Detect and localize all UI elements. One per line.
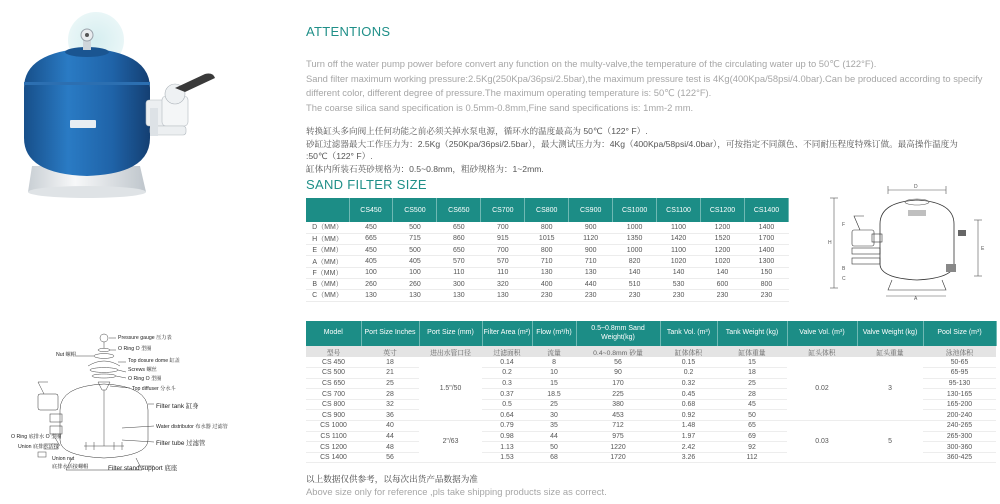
attentions-chinese-text [306, 125, 996, 175]
size-cell: 110 [481, 267, 525, 278]
spec-valve-weight-cell: 3 [857, 357, 923, 421]
spec-flow-cell: 68 [532, 452, 576, 463]
size-cell: 450 [349, 245, 393, 256]
size-cell: 405 [349, 256, 393, 267]
spec-model-cell: CS 1200 [306, 442, 361, 453]
spec-table-row [306, 357, 996, 368]
size-cell: 1200 [701, 245, 745, 256]
size-table-row [306, 245, 789, 256]
spec-header: Filter Area (m²) [482, 321, 532, 346]
size-row-label: C（MM） [306, 290, 349, 301]
size-cell: 570 [437, 256, 481, 267]
size-header-model: CS1000 [613, 198, 657, 222]
size-cell: 1100 [657, 245, 701, 256]
spec-subheader: 缸头体积 [787, 346, 857, 357]
spec-filter-area-cell: 0.37 [482, 389, 532, 400]
spec-filter-area-cell: 1.53 [482, 452, 532, 463]
size-cell: 915 [481, 233, 525, 244]
spec-inches-cell: 36 [361, 410, 419, 421]
spec-flow-cell: 35 [532, 421, 576, 432]
size-cell: 600 [701, 278, 745, 289]
spec-sand-cell: 90 [576, 368, 660, 379]
spec-sand-cell: 1220 [576, 442, 660, 453]
label-screws: Screws 螺丝 [128, 367, 157, 373]
size-cell: 650 [437, 245, 481, 256]
spec-header: Valve Weight (kg) [857, 321, 923, 346]
attentions-title: ATTENTIONS [306, 24, 391, 39]
size-cell: 800 [525, 222, 569, 233]
size-cell: 150 [744, 267, 788, 278]
size-cell: 900 [569, 222, 613, 233]
size-cell: 800 [744, 278, 788, 289]
spec-pool-cell: 200-240 [923, 410, 996, 421]
size-cell: 1400 [744, 245, 788, 256]
spec-filter-area-cell: 0.2 [482, 368, 532, 379]
spec-header: 0.5~0.8mm Sand Weight(kg) [576, 321, 660, 346]
size-cell: 1420 [657, 233, 701, 244]
spec-tank-weight-cell: 18 [717, 368, 787, 379]
spec-flow-cell: 25 [532, 399, 576, 410]
size-table-row [306, 256, 789, 267]
spec-flow-cell: 44 [532, 431, 576, 442]
size-cell: 510 [613, 278, 657, 289]
spec-tank-weight-cell: 45 [717, 399, 787, 410]
sand-filter-size-title: SAND FILTER SIZE [306, 177, 427, 192]
size-cell: 1700 [744, 233, 788, 244]
spec-subheader: 缸体体积 [660, 346, 717, 357]
size-table-header [306, 198, 789, 222]
spec-tank-weight-cell: 112 [717, 452, 787, 463]
spec-flow-cell: 30 [532, 410, 576, 421]
spec-pool-cell: 300-360 [923, 442, 996, 453]
dim-letter-f: F [842, 222, 846, 228]
size-header-model: CS800 [525, 198, 569, 222]
spec-flow-cell: 8 [532, 357, 576, 368]
size-cell: 710 [569, 256, 613, 267]
spec-sand-cell: 56 [576, 357, 660, 368]
dim-letter-e: E [981, 246, 985, 252]
size-cell: 1350 [613, 233, 657, 244]
size-cell: 1200 [701, 222, 745, 233]
spec-filter-area-cell: 0.3 [482, 378, 532, 389]
size-cell: 800 [525, 245, 569, 256]
size-cell: 320 [481, 278, 525, 289]
dimension-drawing [828, 180, 988, 300]
size-cell: 130 [393, 290, 437, 301]
spec-header: Port Size Inches [361, 321, 419, 346]
spec-inches-cell: 40 [361, 421, 419, 432]
spec-inches-cell: 21 [361, 368, 419, 379]
attention-line-cn: 砂缸过滤器最大工作压力为：2.5Kg（250Kpa/36psi/2.5bar），最大测试压力为：4Kg（400Kpa/58psi/4.0bar），可按指定不同颜色、不同耐压程度特殊订做。最高操作温度为 :50℃（122° F）. [306, 138, 958, 162]
label-filter-tube: Filter tube 过滤管 [156, 440, 206, 447]
spec-valve-weight-cell: 5 [857, 421, 923, 463]
attentions-english-text [306, 57, 996, 116]
size-row-label: A（MM） [306, 256, 349, 267]
size-cell: 700 [481, 245, 525, 256]
spec-tank-vol-cell: 1.97 [660, 431, 717, 442]
dim-letter-c: C [842, 276, 846, 282]
size-cell: 1000 [613, 245, 657, 256]
spec-pool-cell: 360-425 [923, 452, 996, 463]
size-cell: 860 [437, 233, 481, 244]
size-cell: 230 [525, 290, 569, 301]
size-cell: 700 [481, 222, 525, 233]
size-header-model: CS650 [437, 198, 481, 222]
size-cell: 440 [569, 278, 613, 289]
spec-model-cell: CS 800 [306, 399, 361, 410]
size-cell: 100 [349, 267, 393, 278]
size-cell: 570 [481, 256, 525, 267]
size-row-label: B（MM） [306, 278, 349, 289]
label-nut: Nut 螺帽 [56, 352, 76, 358]
size-cell: 1020 [657, 256, 701, 267]
dim-letter-d: D [914, 184, 918, 190]
label-union-nut-cn: 底排水活接螺帽 [52, 464, 89, 470]
spec-tank-vol-cell: 0.15 [660, 357, 717, 368]
spec-header: Pool Size (m³) [923, 321, 996, 346]
size-table-row [306, 290, 789, 301]
size-table-row [306, 222, 789, 233]
size-cell: 820 [613, 256, 657, 267]
spec-subheader: 英寸 [361, 346, 419, 357]
spec-header: Port Size (mm) [419, 321, 482, 346]
label-water-distributor: Water distributor 布水器 过滤管 [156, 424, 228, 430]
spec-model-cell: CS 650 [306, 378, 361, 389]
spec-port-mm-cell: 1.5"/50 [419, 357, 482, 421]
size-cell: 130 [525, 267, 569, 278]
size-header-model: CS900 [569, 198, 613, 222]
spec-inches-cell: 28 [361, 389, 419, 400]
spec-filter-area-cell: 0.5 [482, 399, 532, 410]
spec-subheader: 型号 [306, 346, 361, 357]
spec-flow-cell: 18.5 [532, 389, 576, 400]
spec-sand-cell: 453 [576, 410, 660, 421]
spec-subheader: 过滤面积 [482, 346, 532, 357]
spec-header: Flow (m³/h) [532, 321, 576, 346]
spec-inches-cell: 25 [361, 378, 419, 389]
spec-filter-area-cell: 0.64 [482, 410, 532, 421]
size-cell: 1020 [701, 256, 745, 267]
spec-subheader-row [306, 346, 996, 357]
spec-tank-vol-cell: 2.42 [660, 442, 717, 453]
spec-subheader: 缸体重量 [717, 346, 787, 357]
label-o-ring-top: O Ring O 型圈 [118, 346, 152, 352]
size-cell: 230 [701, 290, 745, 301]
label-union-drain: Union 底排水活接 [18, 444, 59, 450]
spec-flow-cell: 15 [532, 378, 576, 389]
size-cell: 230 [613, 290, 657, 301]
spec-tank-weight-cell: 25 [717, 378, 787, 389]
spec-model-cell: CS 1400 [306, 452, 361, 463]
size-cell: 110 [437, 267, 481, 278]
size-table-row [306, 278, 789, 289]
attention-line: The coarse silica sand specification is 0.5mm-0.8mm,Fine sand specifications is: 1mm-2 mm. [306, 102, 694, 114]
label-o-ring-mid: O Ring O 型圈 [128, 376, 162, 382]
dim-letter-b: B [842, 266, 846, 272]
spec-header: Tank Weight (kg) [717, 321, 787, 346]
spec-sand-cell: 170 [576, 378, 660, 389]
size-row-label: D（MM） [306, 222, 349, 233]
size-cell: 1300 [744, 256, 788, 267]
spec-valve-vol-cell: 0.03 [787, 421, 857, 463]
spec-model-cell: CS 1000 [306, 421, 361, 432]
spec-tank-vol-cell: 0.68 [660, 399, 717, 410]
size-row-label: H（MM） [306, 233, 349, 244]
spec-subheader: 0.4~0.8mm 砂量 [576, 346, 660, 357]
size-cell: 500 [393, 245, 437, 256]
size-cell: 230 [744, 290, 788, 301]
label-top-dome: Top dosure dome 缸盖 [128, 358, 180, 364]
size-table-row [306, 267, 789, 278]
spec-pool-cell: 130-165 [923, 389, 996, 400]
size-cell: 530 [657, 278, 701, 289]
size-cell: 100 [393, 267, 437, 278]
spec-model-cell: CS 450 [306, 357, 361, 368]
spec-tank-weight-cell: 92 [717, 442, 787, 453]
spec-sand-cell: 225 [576, 389, 660, 400]
spec-header: Valve Vol. (m³) [787, 321, 857, 346]
spec-sand-cell: 975 [576, 431, 660, 442]
spec-inches-cell: 32 [361, 399, 419, 410]
spec-sand-cell: 712 [576, 421, 660, 432]
attention-line-cn: 缸体内所装石英砂规格为：0.5~0.8mm，粗砂规格为：1~2mm. [306, 163, 544, 174]
spec-header-row [306, 321, 996, 346]
spec-tank-vol-cell: 3.26 [660, 452, 717, 463]
spec-flow-cell: 10 [532, 368, 576, 379]
size-table-row [306, 233, 789, 244]
size-cell: 140 [613, 267, 657, 278]
size-cell: 230 [569, 290, 613, 301]
size-header-model: CS1100 [657, 198, 701, 222]
spec-pool-cell: 265-300 [923, 431, 996, 442]
size-row-label: E（MM） [306, 245, 349, 256]
label-o-ring-drain: O Ring 底排水 O 型圈 [11, 434, 62, 440]
spec-pool-cell: 50-65 [923, 357, 996, 368]
spec-flow-cell: 50 [532, 442, 576, 453]
size-cell: 130 [349, 290, 393, 301]
size-row-label: F（MM） [306, 267, 349, 278]
attention-line-cn: 转换缸头多向阀上任何功能之前必须关掉水泵电源，循环水的温度最高为 50℃（122° F）. [306, 126, 648, 136]
size-cell: 300 [437, 278, 481, 289]
attention-line: Turn off the water pump power before convert any function on the multy-valve,the temperature of the circulating water up to 50℃ (122°F). [306, 58, 877, 69]
spec-subheader: 缸头重量 [857, 346, 923, 357]
spec-filter-area-cell: 1.13 [482, 442, 532, 453]
size-cell: 900 [569, 245, 613, 256]
spec-sand-cell: 1720 [576, 452, 660, 463]
size-cell: 1000 [613, 222, 657, 233]
spec-model-cell: CS 500 [306, 368, 361, 379]
spec-tank-vol-cell: 1.48 [660, 421, 717, 432]
spec-sand-cell: 380 [576, 399, 660, 410]
spec-subheader: 流量 [532, 346, 576, 357]
spec-table [306, 321, 997, 463]
dim-letter-a: A [914, 296, 918, 300]
size-cell: 400 [525, 278, 569, 289]
size-cell: 1520 [701, 233, 745, 244]
spec-tank-weight-cell: 69 [717, 431, 787, 442]
spec-tank-weight-cell: 50 [717, 410, 787, 421]
size-cell: 130 [481, 290, 525, 301]
label-filter-tank: Filter tank 缸身 [156, 403, 199, 410]
size-cell: 1015 [525, 233, 569, 244]
size-cell: 1400 [744, 222, 788, 233]
spec-header: Model [306, 321, 361, 346]
size-cell: 500 [393, 222, 437, 233]
size-cell: 710 [525, 256, 569, 267]
size-cell: 665 [349, 233, 393, 244]
label-union-nut: Union nut [52, 456, 75, 462]
spec-subheader: 泳池体积 [923, 346, 996, 357]
spec-model-cell: CS 900 [306, 410, 361, 421]
spec-filter-area-cell: 0.98 [482, 431, 532, 442]
label-filter-stand-support: Filter stand support 底座 [108, 465, 178, 472]
spec-filter-area-cell: 0.79 [482, 421, 532, 432]
spec-subheader: 进出水管口径 [419, 346, 482, 357]
spec-tank-vol-cell: 0.2 [660, 368, 717, 379]
spec-model-cell: CS 1100 [306, 431, 361, 442]
size-cell: 715 [393, 233, 437, 244]
size-header-model: CS700 [481, 198, 525, 222]
spec-inches-cell: 56 [361, 452, 419, 463]
spec-pool-cell: 165-200 [923, 399, 996, 410]
spec-table-row [306, 421, 996, 432]
spec-pool-cell: 95-130 [923, 378, 996, 389]
size-cell: 450 [349, 222, 393, 233]
size-cell: 230 [657, 290, 701, 301]
spec-tank-vol-cell: 0.92 [660, 410, 717, 421]
size-cell: 130 [569, 267, 613, 278]
size-header-model: CS1400 [744, 198, 788, 222]
label-top-diffuser: Top diffuser 分水斗 [132, 386, 176, 392]
size-header-model: CS500 [393, 198, 437, 222]
size-cell: 130 [437, 290, 481, 301]
spec-tank-vol-cell: 0.45 [660, 389, 717, 400]
size-cell: 405 [393, 256, 437, 267]
spec-tank-vol-cell: 0.32 [660, 378, 717, 389]
spec-tank-weight-cell: 65 [717, 421, 787, 432]
size-cell: 140 [657, 267, 701, 278]
dim-letter-h: H [828, 240, 832, 246]
attention-line: Sand filter maximum working pressure:2.5Kg(250Kpa/36psi/2.5bar),the maximum pressure test is 4Kg(400Kpa/58psi/4.0bar).Can be produced according to specify different color, different degree of pressure.The maximum operating temperature is: 50℃ (122°F). [306, 72, 983, 99]
spec-valve-vol-cell: 0.02 [787, 357, 857, 421]
spec-inches-cell: 44 [361, 431, 419, 442]
size-header-model: CS1200 [701, 198, 745, 222]
size-cell: 260 [349, 278, 393, 289]
spec-pool-cell: 240-265 [923, 421, 996, 432]
size-table [306, 198, 789, 302]
spec-filter-area-cell: 0.14 [482, 357, 532, 368]
size-header-model: CS450 [349, 198, 393, 222]
spec-inches-cell: 18 [361, 357, 419, 368]
size-header-empty [306, 198, 349, 222]
spec-inches-cell: 48 [361, 442, 419, 453]
size-cell: 1120 [569, 233, 613, 244]
note-chinese: 以上数据仅供参考，以每次出货产品数据为准 [306, 474, 478, 484]
spec-header: Tank Vol. (m³) [660, 321, 717, 346]
spec-pool-cell: 65-95 [923, 368, 996, 379]
spec-port-mm-cell: 2"/63 [419, 421, 482, 463]
label-pressure-gauge: Pressure gauge 压力表 [118, 335, 172, 341]
spec-tank-weight-cell: 15 [717, 357, 787, 368]
spec-model-cell: CS 700 [306, 389, 361, 400]
size-cell: 140 [701, 267, 745, 278]
spec-tank-weight-cell: 28 [717, 389, 787, 400]
size-cell: 260 [393, 278, 437, 289]
size-cell: 1100 [657, 222, 701, 233]
size-cell: 650 [437, 222, 481, 233]
note-english: Above size only for reference ,pls take shipping products size as correct. [306, 486, 607, 497]
sand-filter-product-image [10, 8, 240, 208]
